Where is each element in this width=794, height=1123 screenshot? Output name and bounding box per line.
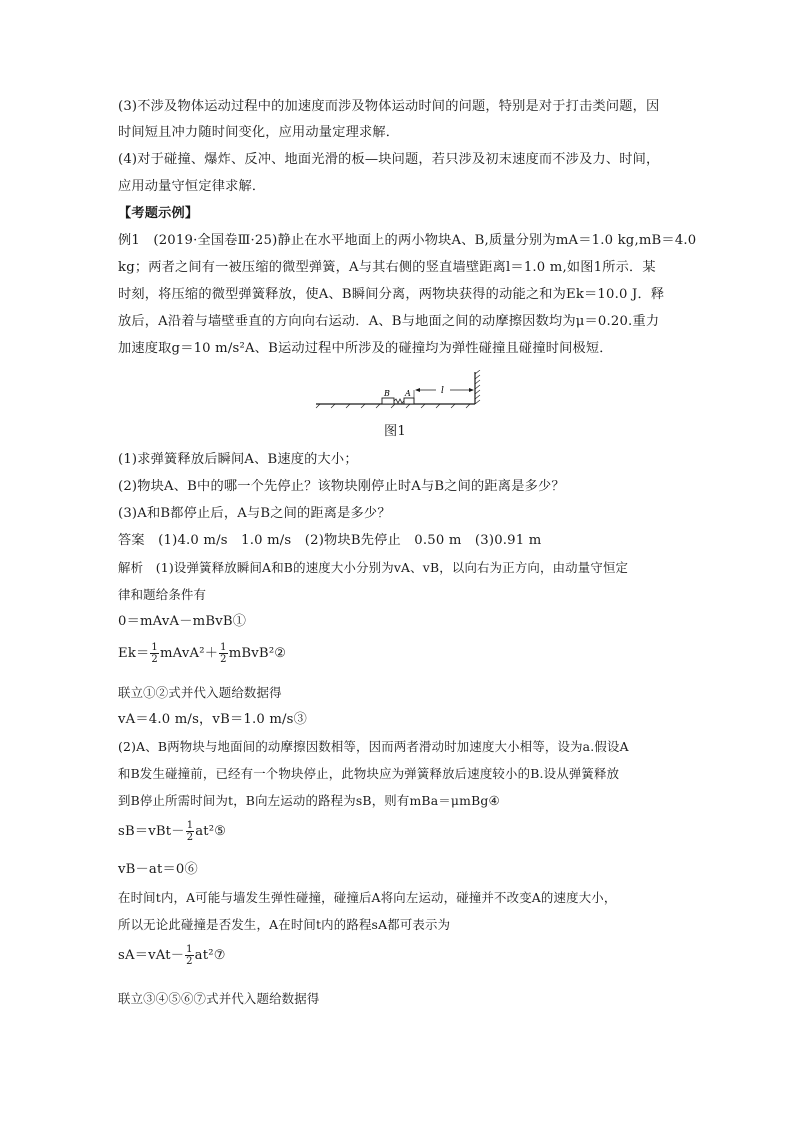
text-line: 放后，A沿着与墙壁垂直的方向向右运动．A、B与地面之间的动摩擦因数均为μ＝0.20.重力 — [118, 314, 660, 329]
fraction-numerator: 1 — [151, 642, 158, 653]
equation-3: vA＝4.0 m/s，vB＝1.0 m/s③ — [118, 712, 308, 727]
fraction-denominator: 2 — [151, 654, 158, 665]
text-line: 和B发生碰撞前，已经有一个物块停止，此物块应为弹簧释放后速度较小的B.设从弹簧释放 — [118, 766, 620, 781]
text-line: kg；两者之间有一被压缩的微型弹簧，A与其右侧的竖直墙壁距离l＝1.0 m,如图1所示．某 — [118, 260, 656, 275]
fraction-denominator: 2 — [220, 654, 227, 665]
text-line: 律和题给条件有 — [118, 587, 207, 602]
text-line: 时间短且冲力随时间变化，应用动量定理求解． — [118, 125, 400, 140]
fraction-half — [185, 944, 194, 967]
equation-7 — [118, 944, 226, 967]
fraction-denominator: 2 — [186, 832, 194, 843]
label-l: l — [441, 386, 444, 396]
equation-5 — [118, 820, 226, 843]
fraction-denominator: 2 — [186, 956, 193, 967]
answer-line: 答案 (1)4.0 m/s 1.0 m/s (2)物块B先停止 0.50 m (3)0.91 m — [118, 533, 542, 548]
figure-caption: 图1 — [384, 424, 406, 439]
fraction-half — [186, 820, 195, 843]
text-line: 解析 (1)设弹簧释放瞬间A和B的速度大小分别为vA、vB，以向右为正方向，由动量守恒定 — [118, 560, 629, 575]
text-line: (2)物块A、B中的哪一个先停止？该物块刚停止时A与B之间的距离是多少？ — [118, 479, 565, 494]
equation-2 — [118, 642, 286, 665]
label-A: A — [405, 389, 411, 398]
block-A — [404, 398, 414, 404]
text-line: 到B停止所需时间为t，B向左运动的路程为sB，则有mBa＝μmBg④ — [118, 793, 500, 808]
eq5-lhs: sB＝vBt－ — [118, 824, 185, 839]
fraction-numerator: 1 — [220, 642, 227, 653]
section-heading: 【考题示例】 — [118, 206, 199, 221]
text-line: 联立①②式并代入题给数据得 — [118, 685, 282, 700]
eq7-lhs: sA＝vAt－ — [118, 948, 185, 963]
eq2-term2: mBvB²② — [228, 646, 287, 661]
text-line: 应用动量守恒定律求解． — [118, 179, 266, 194]
equation-6: vB－at＝0⑥ — [118, 862, 198, 877]
fraction-numerator: 1 — [186, 820, 194, 831]
text-line: (3)A和B都停止后，A与B之间的距离是多少？ — [118, 506, 391, 521]
text-line: 例1 (2019·全国卷Ⅲ·25)静止在水平地面上的两小物块A、B,质量分别为mA＝1.0 kg,mB＝4.0 — [118, 233, 697, 248]
fraction-numerator: 1 — [186, 944, 193, 955]
text-line: 所以无论此碰撞是否发生，A在时间t内的路程sA都可表示为 — [118, 917, 451, 932]
text-line: 加速度取g＝10 m/s²A、B运动过程中所涉及的碰撞均为弹性碰撞且碰撞时间极短． — [118, 341, 613, 356]
text-line: (3)不涉及物体运动过程中的加速度而涉及物体运动时间的问题，特别是对于打击类问题，因 — [118, 99, 660, 114]
eq2-term1: mAvA²＋ — [159, 646, 219, 661]
block-B — [382, 398, 394, 404]
fraction-half — [150, 642, 159, 665]
text-line: (2)A、B两物块与地面间的动摩擦因数相等，因而两者滑动时加速度大小相等，设为a.假设A — [118, 739, 629, 754]
eq7-rhs: at²⑦ — [194, 948, 226, 963]
eq5-rhs: at²⑤ — [195, 824, 227, 839]
label-B: B — [384, 389, 390, 398]
text-line: 时刻，将压缩的微型弹簧释放，使A、B瞬间分离，两物块获得的动能之和为Ek＝10.0 J．释 — [118, 287, 665, 302]
fraction-half — [219, 642, 228, 665]
eq2-lhs: Ek＝ — [118, 646, 150, 661]
text-line: (4)对于碰撞、爆炸、反冲、地面光滑的板—块问题，若只涉及初末速度而不涉及力、时间， — [118, 152, 660, 167]
text-line: 在时间t内，A可能与墙发生弹性碰撞，碰撞后A将向左运动，碰撞并不改变A的速度大小， — [118, 890, 617, 905]
equation-1: 0＝mAvA－mBvB① — [118, 614, 247, 629]
figure-1-diagram — [310, 370, 490, 410]
text-line: 联立③④⑤⑥⑦式并代入题给数据得 — [118, 991, 320, 1006]
spring — [394, 399, 404, 403]
text-line: (1)求弹簧释放后瞬间A、B速度的大小； — [118, 452, 358, 467]
